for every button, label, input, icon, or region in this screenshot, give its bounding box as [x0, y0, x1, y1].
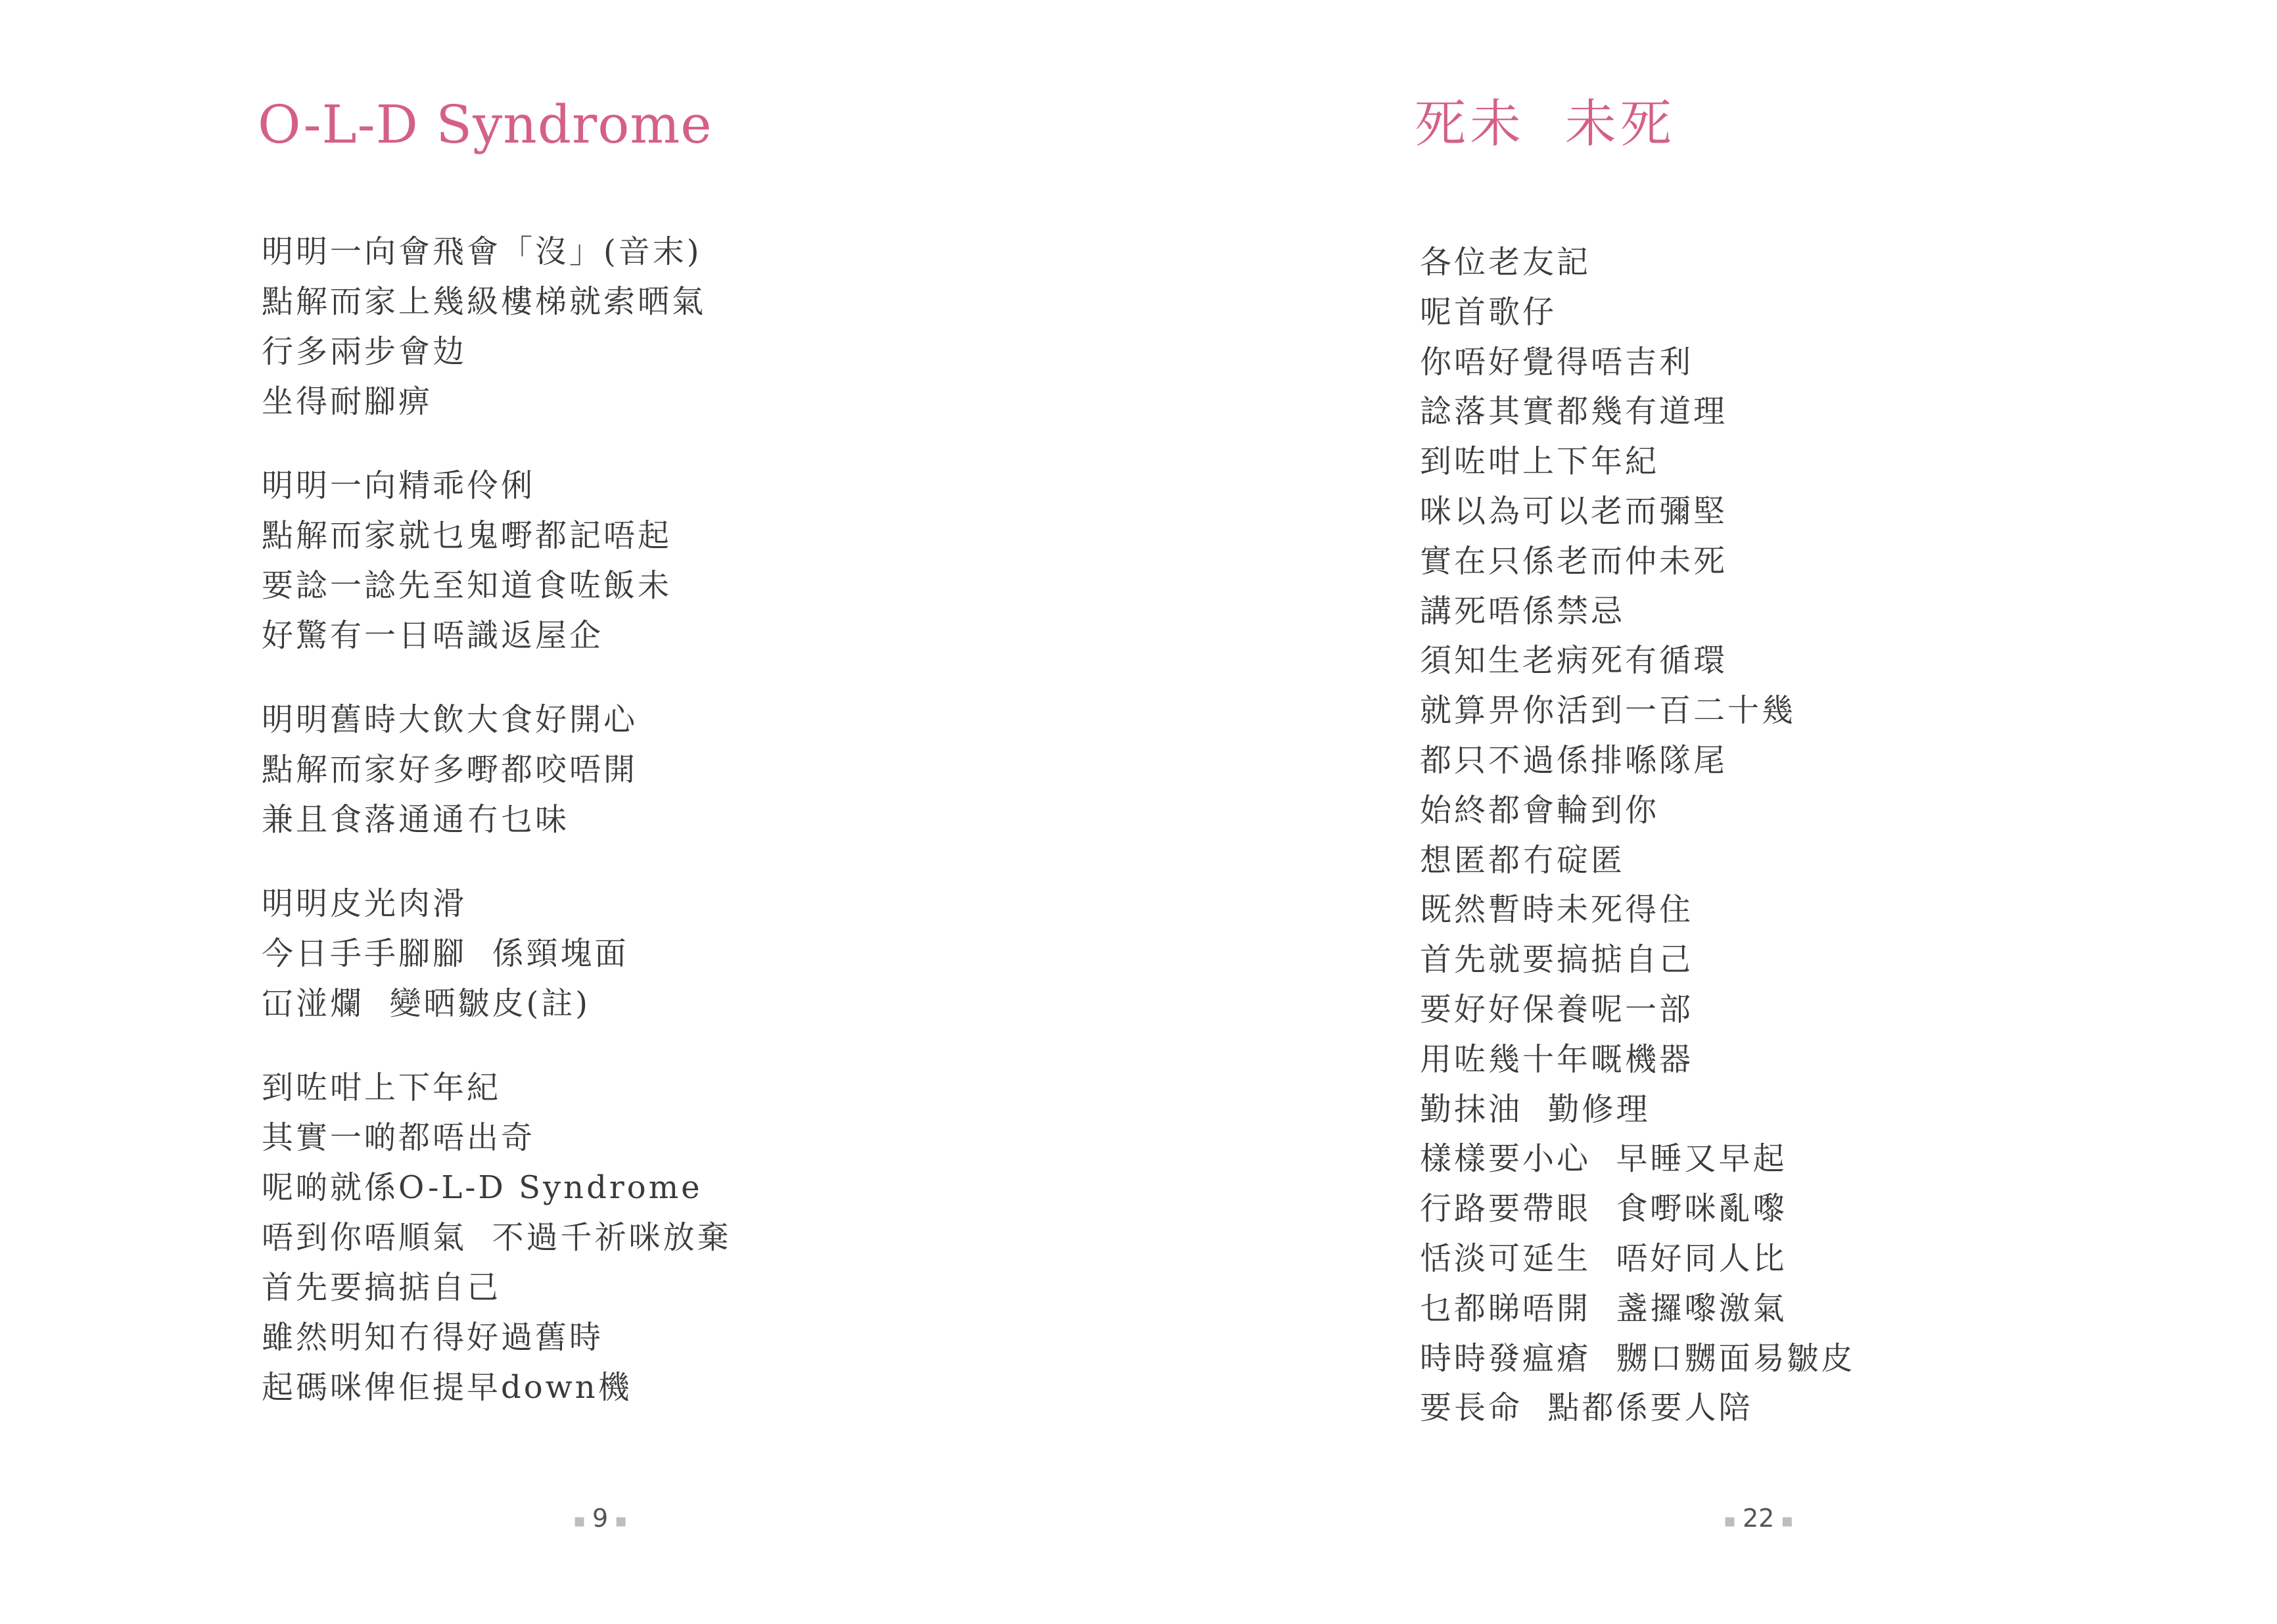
stanza	[262, 1063, 732, 1412]
lyric-line: 各位老友記	[1420, 244, 1591, 281]
lyric-line: 點解而家好多嘢都咬唔開	[262, 751, 638, 788]
lyric-line: 既然暫時未死得住	[1420, 891, 1694, 929]
lyric-line: 到咗咁上下年紀	[262, 1069, 502, 1106]
lyric-line: 勤抹油 勤修理	[1420, 1090, 1651, 1128]
stanza	[262, 695, 732, 845]
right-page	[1138, 0, 2277, 1624]
lyric-line: 要諗一諗先至知道食咗飯未	[262, 567, 672, 604]
lyric-line: 坐得耐腳痹	[262, 383, 433, 420]
lyrics-body	[262, 227, 732, 1412]
stanza	[262, 461, 732, 661]
lyric-line: 都只不過係排喺隊尾	[1420, 741, 1728, 779]
page-number-dot: ▪	[615, 1510, 628, 1531]
page-number	[1717, 1504, 1800, 1533]
lyric-line: 恬淡可延生 唔好同人比	[1420, 1240, 1787, 1277]
stanza	[1420, 238, 1856, 1433]
lyrics-body	[1420, 238, 1856, 1433]
lyric-line: 始終都會輪到你	[1420, 791, 1660, 829]
page-number-dot: ▪	[1724, 1510, 1736, 1531]
lyric-line: 乜都睇唔開 盞攞嚟激氣	[1420, 1289, 1787, 1327]
stanza	[262, 227, 732, 427]
lyric-line: 實在只係老而仲未死	[1420, 542, 1728, 580]
lyric-line: 你唔好覺得唔吉利	[1420, 343, 1694, 381]
lyric-line: 行路要帶眼 食嘢咪亂嚟	[1420, 1190, 1787, 1228]
page-number-value: 9	[592, 1504, 609, 1533]
lyric-line: 呢啲就係O-L-D Syndrome	[262, 1169, 703, 1206]
lyric-line: 點解而家就乜鬼嘢都記唔起	[262, 517, 672, 554]
lyric-line: 首先就要搞掂自己	[1420, 941, 1694, 979]
page-number-value: 22	[1742, 1504, 1775, 1533]
lyric-line: 咪以為可以老而彌堅	[1420, 492, 1728, 530]
lyric-line: 好驚有一日唔識返屋企	[262, 617, 604, 654]
lyric-line: 明明皮光肉滑	[262, 885, 467, 922]
page-title: 死未 未死	[1415, 95, 1676, 154]
lyric-line: 明明舊時大飲大食好開心	[262, 701, 638, 738]
lyric-line: 唔到你唔順氣 不過千祈咪放棄	[262, 1219, 732, 1256]
lyric-line: 到咗咁上下年紀	[1420, 443, 1660, 480]
lyric-line: 明明一向精乖伶俐	[262, 467, 536, 504]
lyric-line: 樣樣要小心 早睡又早起	[1420, 1140, 1787, 1178]
page-number	[567, 1504, 634, 1533]
lyric-line: 就算畀你活到一百二十幾	[1420, 692, 1796, 730]
lyric-line: 須知生老病死有循環	[1420, 642, 1728, 680]
lyric-line: 想匿都冇碇匿	[1420, 841, 1626, 879]
lyric-line: 其實一啲都唔出奇	[262, 1119, 536, 1156]
lyric-line: 諗落其實都幾有道理	[1420, 393, 1728, 430]
lyric-line: 用咗幾十年嘅機器	[1420, 1040, 1694, 1078]
lyric-line: 行多兩步會攰	[262, 333, 467, 370]
lyric-line: 點解而家上幾級樓梯就索晒氣	[262, 283, 707, 320]
page-number-dot: ▪	[1781, 1510, 1794, 1531]
lyric-line: 冚湴爛 變晒皺皮(註)	[262, 985, 590, 1022]
lyric-line: 明明一向會飛會「沒」(音末)	[262, 233, 702, 270]
lyric-line: 首先要搞掂自己	[262, 1269, 502, 1306]
stanza	[262, 879, 732, 1029]
lyric-line: 時時發瘟瘡 嬲口嬲面易皺皮	[1420, 1339, 1856, 1377]
lyric-line: 起碼咪俾佢提早down機	[262, 1369, 632, 1406]
lyric-line: 兼且食落通通冇乜味	[262, 801, 570, 838]
page-number-dot: ▪	[573, 1510, 586, 1531]
lyric-line: 呢首歌仔	[1420, 293, 1557, 331]
page-title: O-L-D Syndrome	[258, 94, 713, 155]
lyric-line: 今日手手腳腳 係頸塊面	[262, 935, 629, 972]
left-page	[0, 0, 1138, 1624]
lyric-line: 要長命 點都係要人陪	[1420, 1389, 1753, 1427]
lyric-line: 講死唔係禁忌	[1420, 592, 1626, 630]
lyric-line: 雖然明知冇得好過舊時	[262, 1319, 604, 1356]
lyric-line: 要好好保養呢一部	[1420, 990, 1694, 1028]
